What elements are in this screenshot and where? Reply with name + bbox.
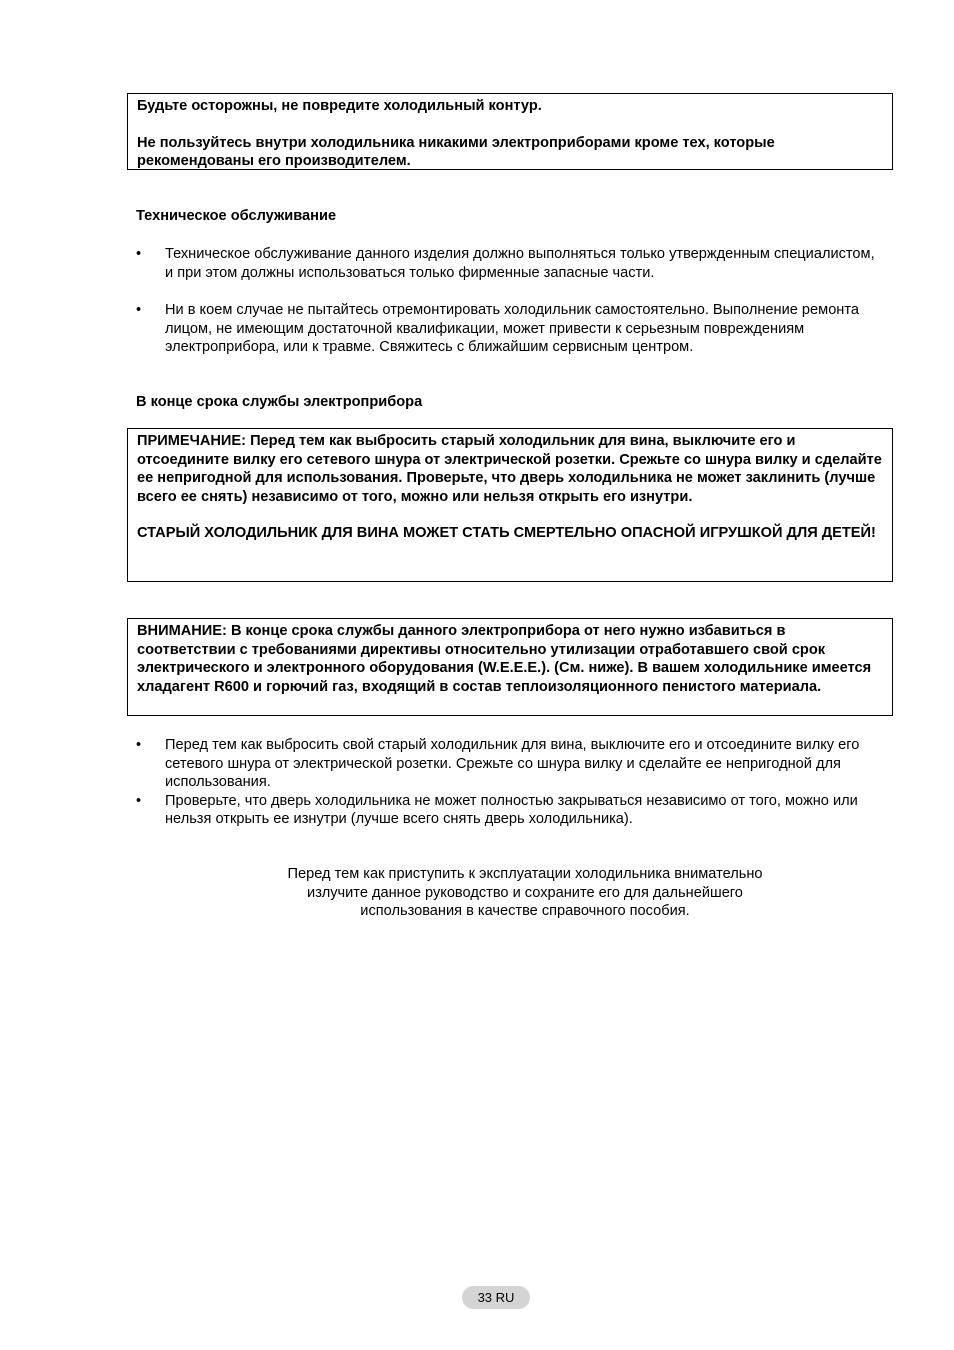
list-item — [136, 245, 876, 282]
bullet-icon: • — [136, 737, 142, 753]
closing-note: Перед тем как приступить к эксплуатации холодильника внимательно излучите данное руководство и сохраните его для дальнейшего использования в качестве справочного пособия. — [287, 866, 763, 919]
warning-box-refrigerant-circuit — [127, 93, 893, 170]
attention-text: ВНИМАНИЕ: В конце срока службы данного электроприбора от него нужно избавиться в соответствии с требованиями директивы относительно утилизации отработавшего свой срок электрического и электронного оборудования (W.E.E.E.). (См. ниже). В вашем холодильнике имеется хладагент R600 и горючий газ, входящий в состав теплоизоляционного пенистого материала. — [137, 623, 872, 695]
warning-circuit-text: Будьте осторожны, не повредите холодильный контур. — [137, 98, 542, 114]
end-of-life-heading: В конце срока службы электроприбора — [136, 394, 423, 410]
list-item-text: Техническое обслуживание данного изделия должно выполняться только утвержденным специалистом, и при этом должны использоваться только фирменные запасные части. — [165, 246, 875, 281]
list-item — [136, 792, 876, 829]
list-item-text: Ни в коем случае не пытайтесь отремонтировать холодильник самостоятельно. Выполнение ремонта лицом, не имеющим достаточной квалификации, может привести к серьезным повреждениям электроприбора, или к травме. Свяжитесь с ближайшим сервисным центром. — [165, 302, 860, 355]
attention-box — [127, 618, 893, 716]
page-number-badge: 33 RU — [462, 1286, 530, 1309]
list-item-text: Проверьте, что дверь холодильника не может полностью закрываться независимо от того, можно или нельзя открыть ее изнутри (лучше всего снять дверь холодильника). — [165, 792, 858, 827]
danger-text: СТАРЫЙ ХОЛОДИЛЬНИК ДЛЯ ВИНА МОЖЕТ СТАТЬ СМЕРТЕЛЬНО ОПАСНОЙ ИГРУШКОЙ ДЛЯ ДЕТЕЙ! — [137, 525, 876, 541]
disposal-list — [136, 736, 876, 829]
note-box — [127, 428, 893, 582]
note-text: ПРИМЕЧАНИЕ: Перед тем как выбросить старый холодильник для вина, выключите его и отсоедините вилку его сетевого шнура от электрической розетки. Срежьте со шнура вилку и сделайте ее непригодной для использования. Проверьте, что дверь холодильника не может заклинить (лучше всего ее снять) независимо от того, можно или нельзя открыть его изнутри. — [137, 433, 882, 505]
list-item — [136, 736, 876, 792]
maintenance-list — [136, 245, 876, 357]
maintenance-heading: Техническое обслуживание — [136, 208, 337, 224]
list-item — [136, 301, 876, 357]
bullet-icon: • — [136, 246, 142, 262]
bullet-icon: • — [136, 302, 142, 318]
list-item-text: Перед тем как выбросить свой старый холодильник для вина, выключите его и отсоедините вилку его сетевого шнура от электрической розетки. Срежьте со шнура вилку и сделайте ее непригодной для использования. — [165, 737, 860, 790]
warning-appliances-text: Не пользуйтесь внутри холодильника никакими электроприборами кроме тех, которые рекомендованы его производителем. — [137, 134, 775, 169]
bullet-icon: • — [136, 792, 142, 809]
